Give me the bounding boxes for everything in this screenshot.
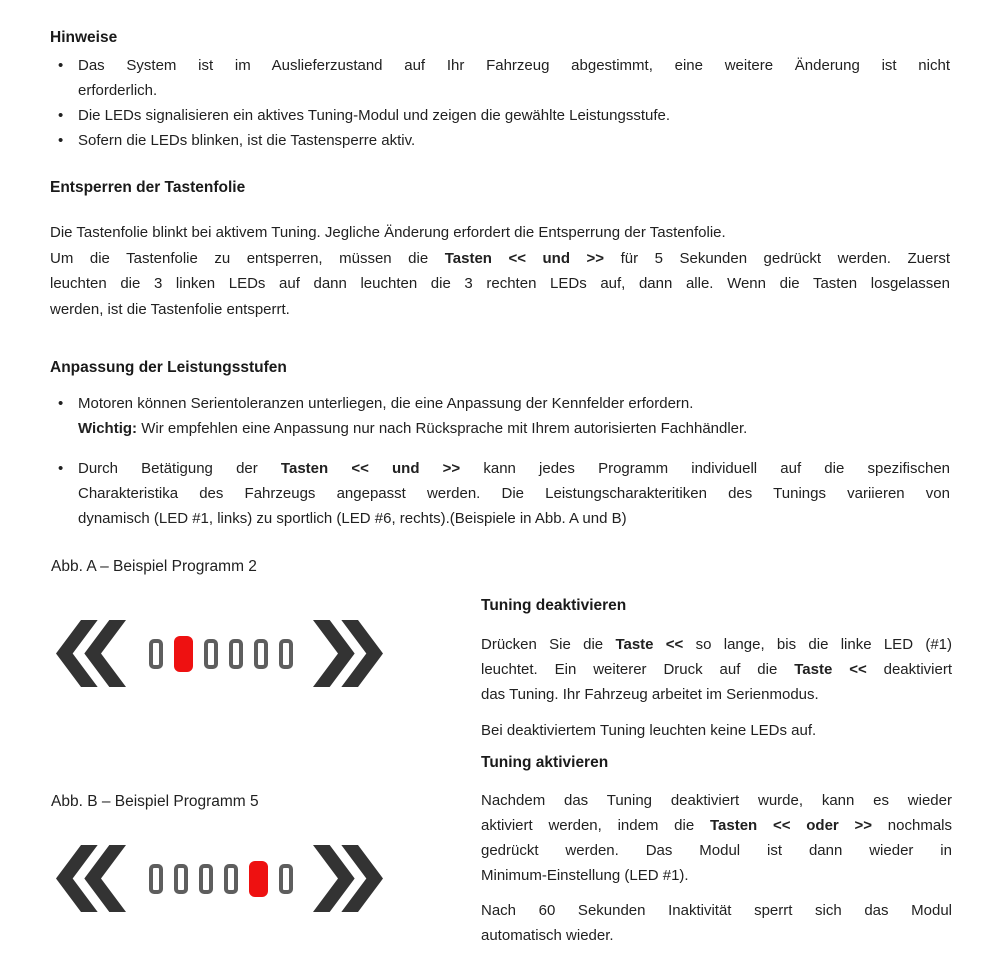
text-line: aktiviert werden, indem die Tasten << oder >> nochmals [481, 817, 952, 834]
led-3 [204, 639, 218, 669]
anpassung-bullet-list [50, 391, 950, 531]
double-chevron-left-icon [56, 620, 126, 687]
list-item [50, 53, 950, 103]
section-title-anpassung: Anpassung der Leistungsstufen [50, 359, 287, 376]
led-6 [279, 864, 293, 894]
text-line: Die LEDs signalisieren ein aktives Tuning-Modul und zeigen die gewählte Leistungsstufe. [78, 107, 671, 124]
text-line: Sofern die LEDs blinken, ist die Tastensperre aktiv. [78, 132, 416, 149]
led-2-active [174, 636, 193, 672]
figure-b-label: Abb. B – Beispiel Programm 5 [51, 793, 259, 810]
led-1 [149, 864, 163, 894]
text-line: leuchtet. Ein weiterer Druck auf die Taste << deaktiviert [481, 661, 952, 678]
text-line: Bei deaktiviertem Tuning leuchten keine LEDs auf. [481, 722, 817, 739]
list-item [50, 128, 950, 153]
list-item [50, 103, 950, 128]
tuning-deaktivieren-note [481, 718, 952, 743]
text-line: Motoren können Serientoleranzen unterliegen, die eine Anpassung der Kennfelder erfordern. [78, 395, 694, 412]
double-chevron-left-icon [56, 845, 126, 912]
led-1 [149, 639, 163, 669]
led-6 [279, 639, 293, 669]
text-line: Die Tastenfolie blinkt bei aktivem Tuning. Jegliche Änderung erfordert die Entsperrung der Tastenfolie. [50, 224, 726, 241]
led-strip-a [149, 636, 293, 672]
list-item [50, 391, 950, 441]
double-chevron-right-icon [313, 845, 383, 912]
bullet-marker: • [58, 132, 64, 149]
text-line: Charakteristika des Fahrzeugs angepasst werden. Die Leistungscharakteritiken des Tunings variieren von [78, 485, 950, 502]
right-column [481, 590, 952, 948]
content-top [50, 28, 950, 531]
text-line: das Tuning. Ihr Fahrzeug arbeitet im Serienmodus. [481, 686, 819, 703]
tuning-aktivieren-title: Tuning aktivieren [481, 754, 609, 771]
figure-a [56, 620, 383, 687]
text-line: leuchten die 3 linken LEDs auf dann leuchten die 3 rechten LEDs auf, dann alle. Wenn die Tasten losgelassen [50, 275, 950, 292]
hinweise-bullet-list [50, 53, 950, 153]
text-line: Drücken Sie die Taste << so lange, bis die linke LED (#1) [481, 636, 952, 653]
double-chevron-right-icon [313, 620, 383, 687]
tuning-aktivieren-paragraph [481, 788, 952, 888]
tuning-deaktivieren-paragraph [481, 632, 952, 707]
text-line: gedrückt werden. Das Modul ist dann wieder in [481, 842, 952, 859]
led-5 [254, 639, 268, 669]
text-line: werden, ist die Tastenfolie entsperrt. [50, 300, 290, 318]
text-line: Minimum-Einstellung (LED #1). [481, 867, 689, 884]
text-line: erforderlich. [78, 82, 158, 99]
text-line: Um die Tastenfolie zu entsperren, müssen die Tasten << und >> für 5 Sekunden gedrückt werden. Zuerst [50, 249, 951, 267]
text-line: automatisch wieder. [481, 927, 614, 944]
figure-a-label: Abb. A – Beispiel Programm 2 [51, 558, 257, 575]
text-line: Nachdem das Tuning deaktiviert wurde, kann es wieder [481, 792, 952, 809]
list-item [50, 456, 950, 531]
section-title-hinweise: Hinweise [50, 29, 118, 46]
figure-b [56, 845, 383, 912]
text-line: Wichtig: Wir empfehlen eine Anpassung nur nach Rücksprache mit Ihrem autorisierten Fachhändler. [78, 420, 748, 437]
text-line: Das System ist im Auslieferzustand auf Ihr Fahrzeug abgestimmt, eine weitere Änderung ist nicht [78, 57, 950, 74]
bullet-marker: • [58, 460, 64, 477]
tuning-aktivieren-note [481, 898, 952, 948]
tuning-deaktivieren-title: Tuning deaktivieren [481, 597, 627, 614]
text-line: Durch Betätigung der Tasten << und >> kann jedes Programm individuell auf die spezifischen [78, 460, 951, 477]
led-strip-b [149, 861, 293, 897]
entsperren-paragraph [50, 220, 950, 322]
bullet-marker: • [58, 395, 64, 412]
bullet-marker: • [58, 57, 64, 74]
led-5-active [249, 861, 268, 897]
led-4 [224, 864, 238, 894]
led-4 [229, 639, 243, 669]
led-3 [199, 864, 213, 894]
text-line: Nach 60 Sekunden Inaktivität sperrt sich das Modul [481, 902, 952, 919]
bullet-marker: • [58, 107, 64, 124]
led-2 [174, 864, 188, 894]
text-line: dynamisch (LED #1, links) zu sportlich (LED #6, rechts).(Beispiele in Abb. A und B) [78, 510, 627, 527]
section-title-entsperren: Entsperren der Tastenfolie [50, 179, 246, 196]
